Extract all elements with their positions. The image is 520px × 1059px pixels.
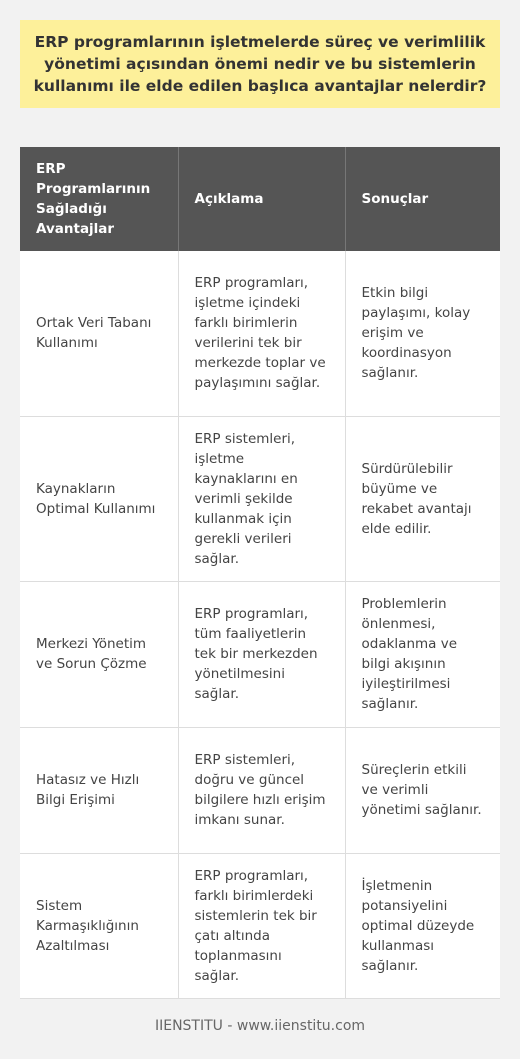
cell-advantage: Kaynakların Optimal Kullanımı — [20, 416, 178, 581]
table-row — [20, 251, 500, 416]
question-box — [20, 20, 500, 108]
header-description: Açıklama — [178, 147, 345, 251]
table-row — [20, 853, 500, 998]
cell-advantage: Sistem Karmaşıklığının Azaltılması — [20, 853, 178, 998]
cell-result: Etkin bilgi paylaşımı, kolay erişim ve koordinasyon sağlanır. — [345, 251, 500, 416]
cell-result: İşletmenin potansiyelini optimal düzeyde kullanması sağlanır. — [345, 853, 500, 998]
cell-description: ERP programları, işletme içindeki farklı birimlerin verilerini tek bir merkezde toplar ve paylaşımını sağlar. — [178, 251, 345, 416]
cell-description: ERP sistemleri, doğru ve güncel bilgilere hızlı erişim imkanı sunar. — [178, 727, 345, 853]
cell-description: ERP programları, farklı birimlerdeki sistemlerin tek bir çatı altında toplanmasını sağlar. — [178, 853, 345, 998]
footer-credit: IIENSTITU - www.iienstitu.com — [154, 1018, 366, 1034]
header-results: Sonuçlar — [345, 147, 500, 251]
cell-description: ERP sistemleri, işletme kaynaklarını en verimli şekilde kullanmak için gerekli verileri sağlar. — [178, 416, 345, 581]
advantages-table — [20, 147, 500, 999]
table-row — [20, 581, 500, 727]
cell-advantage: Merkezi Yönetim ve Sorun Çözme — [20, 581, 178, 727]
question-title: ERP programlarının işletmelerde süreç ve verimlilik yönetimi açısından önemi nedir ve bu sistemlerin kullanımı ile elde edilen başlıca avantajlar nelerdir? — [33, 33, 487, 95]
cell-description: ERP programları, tüm faaliyetlerin tek bir merkezden yönetilmesini sağlar. — [178, 581, 345, 727]
table-header-row — [20, 147, 500, 251]
table-row — [20, 416, 500, 581]
cell-result: Sürdürülebilir büyüme ve rekabet avantajı elde edilir. — [345, 416, 500, 581]
header-advantages: ERP Programlarının Sağladığı Avantajlar — [20, 147, 178, 251]
cell-result: Problemlerin önlenmesi, odaklanma ve bilgi akışının iyileştirilmesi sağlanır. — [345, 581, 500, 727]
cell-result: Süreçlerin etkili ve verimli yönetimi sağlanır. — [345, 727, 500, 853]
table-row — [20, 727, 500, 853]
cell-advantage: Ortak Veri Tabanı Kullanımı — [20, 251, 178, 416]
cell-advantage: Hatasız ve Hızlı Bilgi Erişimi — [20, 727, 178, 853]
